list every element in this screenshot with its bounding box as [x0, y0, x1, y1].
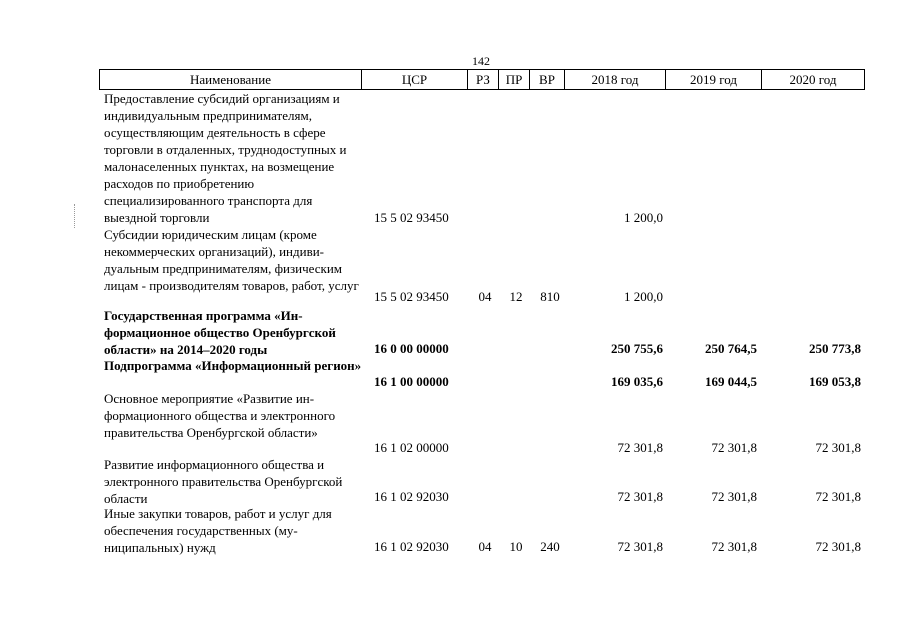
row-name: Субсидии юридическим лицам (кроме некоммерческих организаций), индивидуальным предпринимателям, физическим лицам - производителям товаров, работ, услуг — [104, 227, 359, 293]
row-csr: 16 1 00 00000 — [374, 374, 449, 389]
row-csr: 16 1 02 92030 — [374, 539, 449, 554]
row-2018: 1 200,0 — [624, 210, 663, 225]
row-2020: 72 301,8 — [815, 440, 861, 455]
row-2020: 72 301,8 — [815, 489, 861, 504]
row-name: Иные закупки товаров, работ и услуг для обеспечения государственных (муниципальных) нужд — [104, 506, 332, 555]
row-csr: 16 1 02 00000 — [374, 440, 449, 455]
row-csr: 16 0 00 00000 — [374, 341, 449, 356]
header-rz: РЗ — [467, 70, 498, 89]
header-pr: ПР — [498, 70, 529, 89]
header-vr: ВР — [529, 70, 564, 89]
table-row — [0, 456, 905, 505]
table-row — [0, 505, 905, 555]
header-2020: 2020 год — [761, 70, 865, 89]
row-2019: 72 301,8 — [711, 489, 757, 504]
row-2019: 169 044,5 — [705, 374, 757, 389]
row-name: Развитие информационного общества и электронного правительства Оренбургской области — [104, 457, 343, 506]
row-name: Подпрограмма «Информационный регион» — [104, 358, 362, 373]
table-header — [99, 69, 865, 90]
row-2018: 72 301,8 — [617, 539, 663, 554]
row-pr: 10 — [509, 539, 523, 554]
row-vr: 240 — [540, 539, 560, 554]
row-name: Основное мероприятие «Развитие информационного общества и электронного правительства Оренбургской области» — [104, 391, 336, 440]
row-vr: 810 — [540, 289, 560, 304]
row-csr: 16 1 02 92030 — [374, 489, 449, 504]
row-csr: 15 5 02 93450 — [374, 289, 449, 304]
header-2018: 2018 год — [564, 70, 665, 89]
header-name: Наименование — [99, 70, 361, 89]
table-row — [0, 357, 905, 390]
table-row — [0, 90, 905, 226]
row-name: Государственная программа «Информационное общество Оренбургской области» на 2014–2020 годы — [104, 308, 336, 357]
row-2018: 72 301,8 — [617, 440, 663, 455]
header-csr: ЦСР — [361, 70, 467, 89]
row-2018: 250 755,6 — [611, 341, 663, 356]
row-2019: 250 764,5 — [705, 341, 757, 356]
row-2020: 72 301,8 — [815, 539, 861, 554]
row-csr: 15 5 02 93450 — [374, 210, 449, 225]
row-rz: 04 — [478, 289, 492, 304]
row-rz: 04 — [478, 539, 492, 554]
row-2019: 72 301,8 — [711, 440, 757, 455]
row-2018: 1 200,0 — [624, 289, 663, 304]
table-row — [0, 226, 905, 305]
row-2018: 169 035,6 — [611, 374, 663, 389]
row-2020: 169 053,8 — [809, 374, 861, 389]
scan-artifact-mark — [74, 204, 76, 228]
header-2019: 2019 год — [665, 70, 761, 89]
table-row — [0, 307, 905, 357]
row-name: Предоставление субсидий организациям и индивидуальным предпринимателям, осуществляющим деятельность в сфере торговли в отдаленных, труднодоступных и малонаселенных пунктах, на возмещение расходов по приобретению специализированного транспорта для выездной торговли — [104, 91, 347, 225]
page-number: 142 — [472, 54, 490, 68]
table-row — [0, 390, 905, 456]
row-2018: 72 301,8 — [617, 489, 663, 504]
row-pr: 12 — [509, 289, 523, 304]
row-2019: 72 301,8 — [711, 539, 757, 554]
row-2020: 250 773,8 — [809, 341, 861, 356]
